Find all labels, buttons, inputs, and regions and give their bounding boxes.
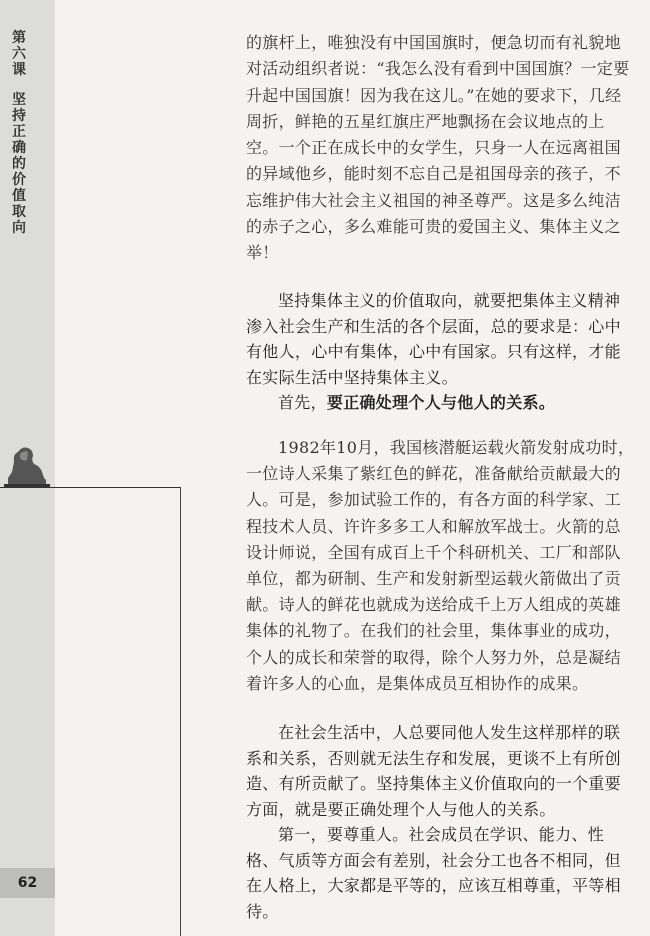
lesson-title-char: 的	[12, 156, 26, 172]
lesson-title-char: 取	[12, 204, 26, 220]
lesson-number-char: 课	[12, 62, 26, 78]
lesson-title-char: 价	[12, 172, 26, 188]
story-box-1	[246, 30, 636, 267]
main-text-1	[246, 288, 636, 416]
page-number: 62	[0, 868, 55, 898]
lesson-number	[8, 30, 30, 78]
story-2-text: 1982年10月，我国核潜艇运载火箭发射成功时，一位诗人采集了紫红色的鲜花，准备献给贡献最大的人。可是，参加试验工作的，有各方面的科学家、工程技术人员、许许多多工人和解放军战士。火箭的总设计师说，全国有成百上千个科研机关、工厂和部队单位，都为研制、生产和发射新型运载火箭做出了贡献。诗人的鲜花也就成为送给成千上万人组成的英雄集体的礼物了。在我们的社会里，集体事业的成功，个人的成长和荣誉的取得，除个人努力外，总是凝结着许多人的心血，是集体成员互相协作的成果。	[246, 438, 635, 693]
thinker-statue-icon	[0, 432, 55, 488]
main-text-2	[246, 720, 636, 924]
margin-rule-horizontal	[0, 487, 180, 488]
story-1-text: 的旗杆上，唯独没有中国国旗时，便急切而有礼貌地对活动组织者说：“我怎么没有看到中国国旗？一定要升起中国国旗！因为我在这儿。”在她的要求下，几经周折，鲜艳的五星红旗庄严地飘扬在会议地点的上空。一个正在成长中的女学生，只身一人在远离祖国的异域他乡，能时刻不忘自己是祖国母亲的孩子，不忘维护伟大社会主义祖国的神圣尊严。这是多么纯洁的赤子之心，多么难能可贵的爱国主义、集体主义之举！	[246, 33, 630, 263]
paragraph-collectivism: 坚持集体主义的价值取向，就要把集体主义精神渗入社会生产和生活的各个层面，总的要求是：心中有他人，心中有集体，心中有国家。只有这样，才能在实际生活中坚持集体主义。	[246, 291, 621, 387]
lesson-title-char: 正	[12, 124, 26, 140]
paragraph-respect: 第一，要尊重人。社会成员在学识、能力、性格、气质等方面会有差别，社会分工也各不相同，但在人格上，大家都是平等的，应该互相尊重，平等相待。	[246, 825, 621, 921]
lesson-title-char: 确	[12, 140, 26, 156]
lesson-title-char: 向	[12, 220, 26, 236]
lesson-title-char: 持	[12, 108, 26, 124]
lesson-number-char: 第	[12, 30, 26, 46]
margin-rule-vertical	[180, 487, 181, 936]
lesson-title-char: 值	[12, 188, 26, 204]
lesson-title	[8, 92, 30, 236]
paragraph-first-point	[246, 390, 636, 416]
first-point-heading: 要正确处理个人与他人的关系。	[326, 393, 556, 412]
lesson-number-char: 六	[12, 46, 26, 62]
story-box-2	[246, 435, 636, 697]
lesson-title-char: 坚	[12, 92, 26, 108]
paragraph-social-life: 在社会生活中，人总要同他人发生这样那样的联系和关系，否则就无法生存和发展，更谈不上有所创造、有所贡献了。坚持集体主义价值取向的一个重要方面，就是要正确处理个人与他人的关系。	[246, 723, 621, 819]
chapter-running-title	[8, 30, 30, 236]
first-prefix: 首先，	[278, 393, 327, 412]
